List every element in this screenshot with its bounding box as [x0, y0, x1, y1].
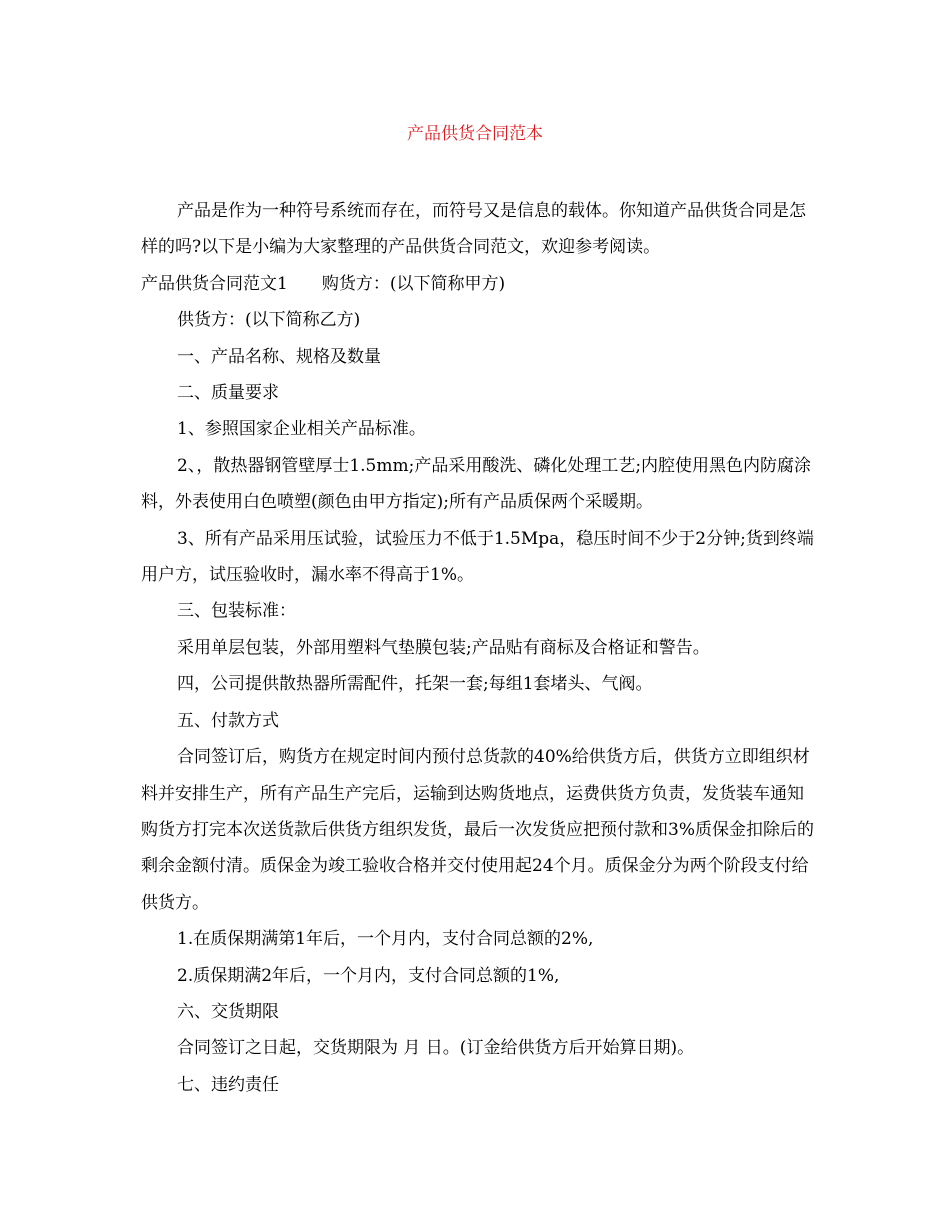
paragraph: 一、产品名称、规格及数量	[177, 346, 381, 367]
paragraph: 七、违约责任	[177, 1074, 279, 1095]
paragraph: 五、付款方式	[177, 710, 279, 731]
paragraph: 三、包装标准：	[177, 601, 296, 622]
paragraph: 产品供货合同范文1 购货方：(以下简称甲方)	[141, 273, 506, 294]
paragraph: 二、质量要求	[177, 383, 279, 404]
paragraph: 合同签订后，购货方在规定时间内预付总货款的40%给供货方后，供货方立即组织材料并安排生产，所有产品生产完后，运输到达购货地点，运费供货方负责，发货装车通知购货方打完本次送货款后供货方组织发货，最后一次发货应把预付款和3%质保金扣除后的剩余金额付清。质保金为竣工验收合格并交付使用起24个月。质保金分为两个阶段支付给供货方。	[141, 747, 814, 913]
document-body	[141, 193, 816, 1103]
paragraph: 供货方：(以下简称乙方)	[177, 310, 361, 331]
document-title: 产品供货合同范本	[407, 124, 543, 144]
paragraph: 产品是作为一种符号系统而存在，而符号又是信息的载体。你知道产品供货合同是怎样的吗?以下是小编为大家整理的产品供货合同范文，欢迎参考阅读。	[141, 201, 806, 258]
paragraph: 合同签订之日起，交货期限为 月 日。(订金给供货方后开始算日期)。	[177, 1038, 695, 1059]
paragraph: 2、，散热器钢管壁厚士1.5mm;产品采用酸洗、磷化处理工艺;内腔使用黑色内防腐涂料，外表使用白色喷塑(颜色由甲方指定);所有产品质保两个采暖期。	[141, 455, 812, 513]
paragraph: 1.在质保期满第1年后，一个月内，支付合同总额的2%,	[177, 929, 594, 950]
paragraph: 采用单层包装，外部用塑料气垫膜包装;产品贴有商标及合格证和警告。	[177, 637, 710, 658]
paragraph: 四，公司提供散热器所需配件，托架一套;每组1套堵头、气阀。	[177, 674, 653, 695]
paragraph: 3、所有产品采用压试验，试验压力不低于1.5Mpa，稳压时间不少于2分钟;货到终端用户方，试压验收时，漏水率不得高于1%。	[141, 528, 814, 586]
paragraph: 1、参照国家企业相关产品标准。	[177, 419, 426, 440]
paragraph: 2.质保期满2年后，一个月内，支付合同总额的1%,	[177, 965, 560, 986]
paragraph: 六、交货期限	[177, 1001, 279, 1022]
